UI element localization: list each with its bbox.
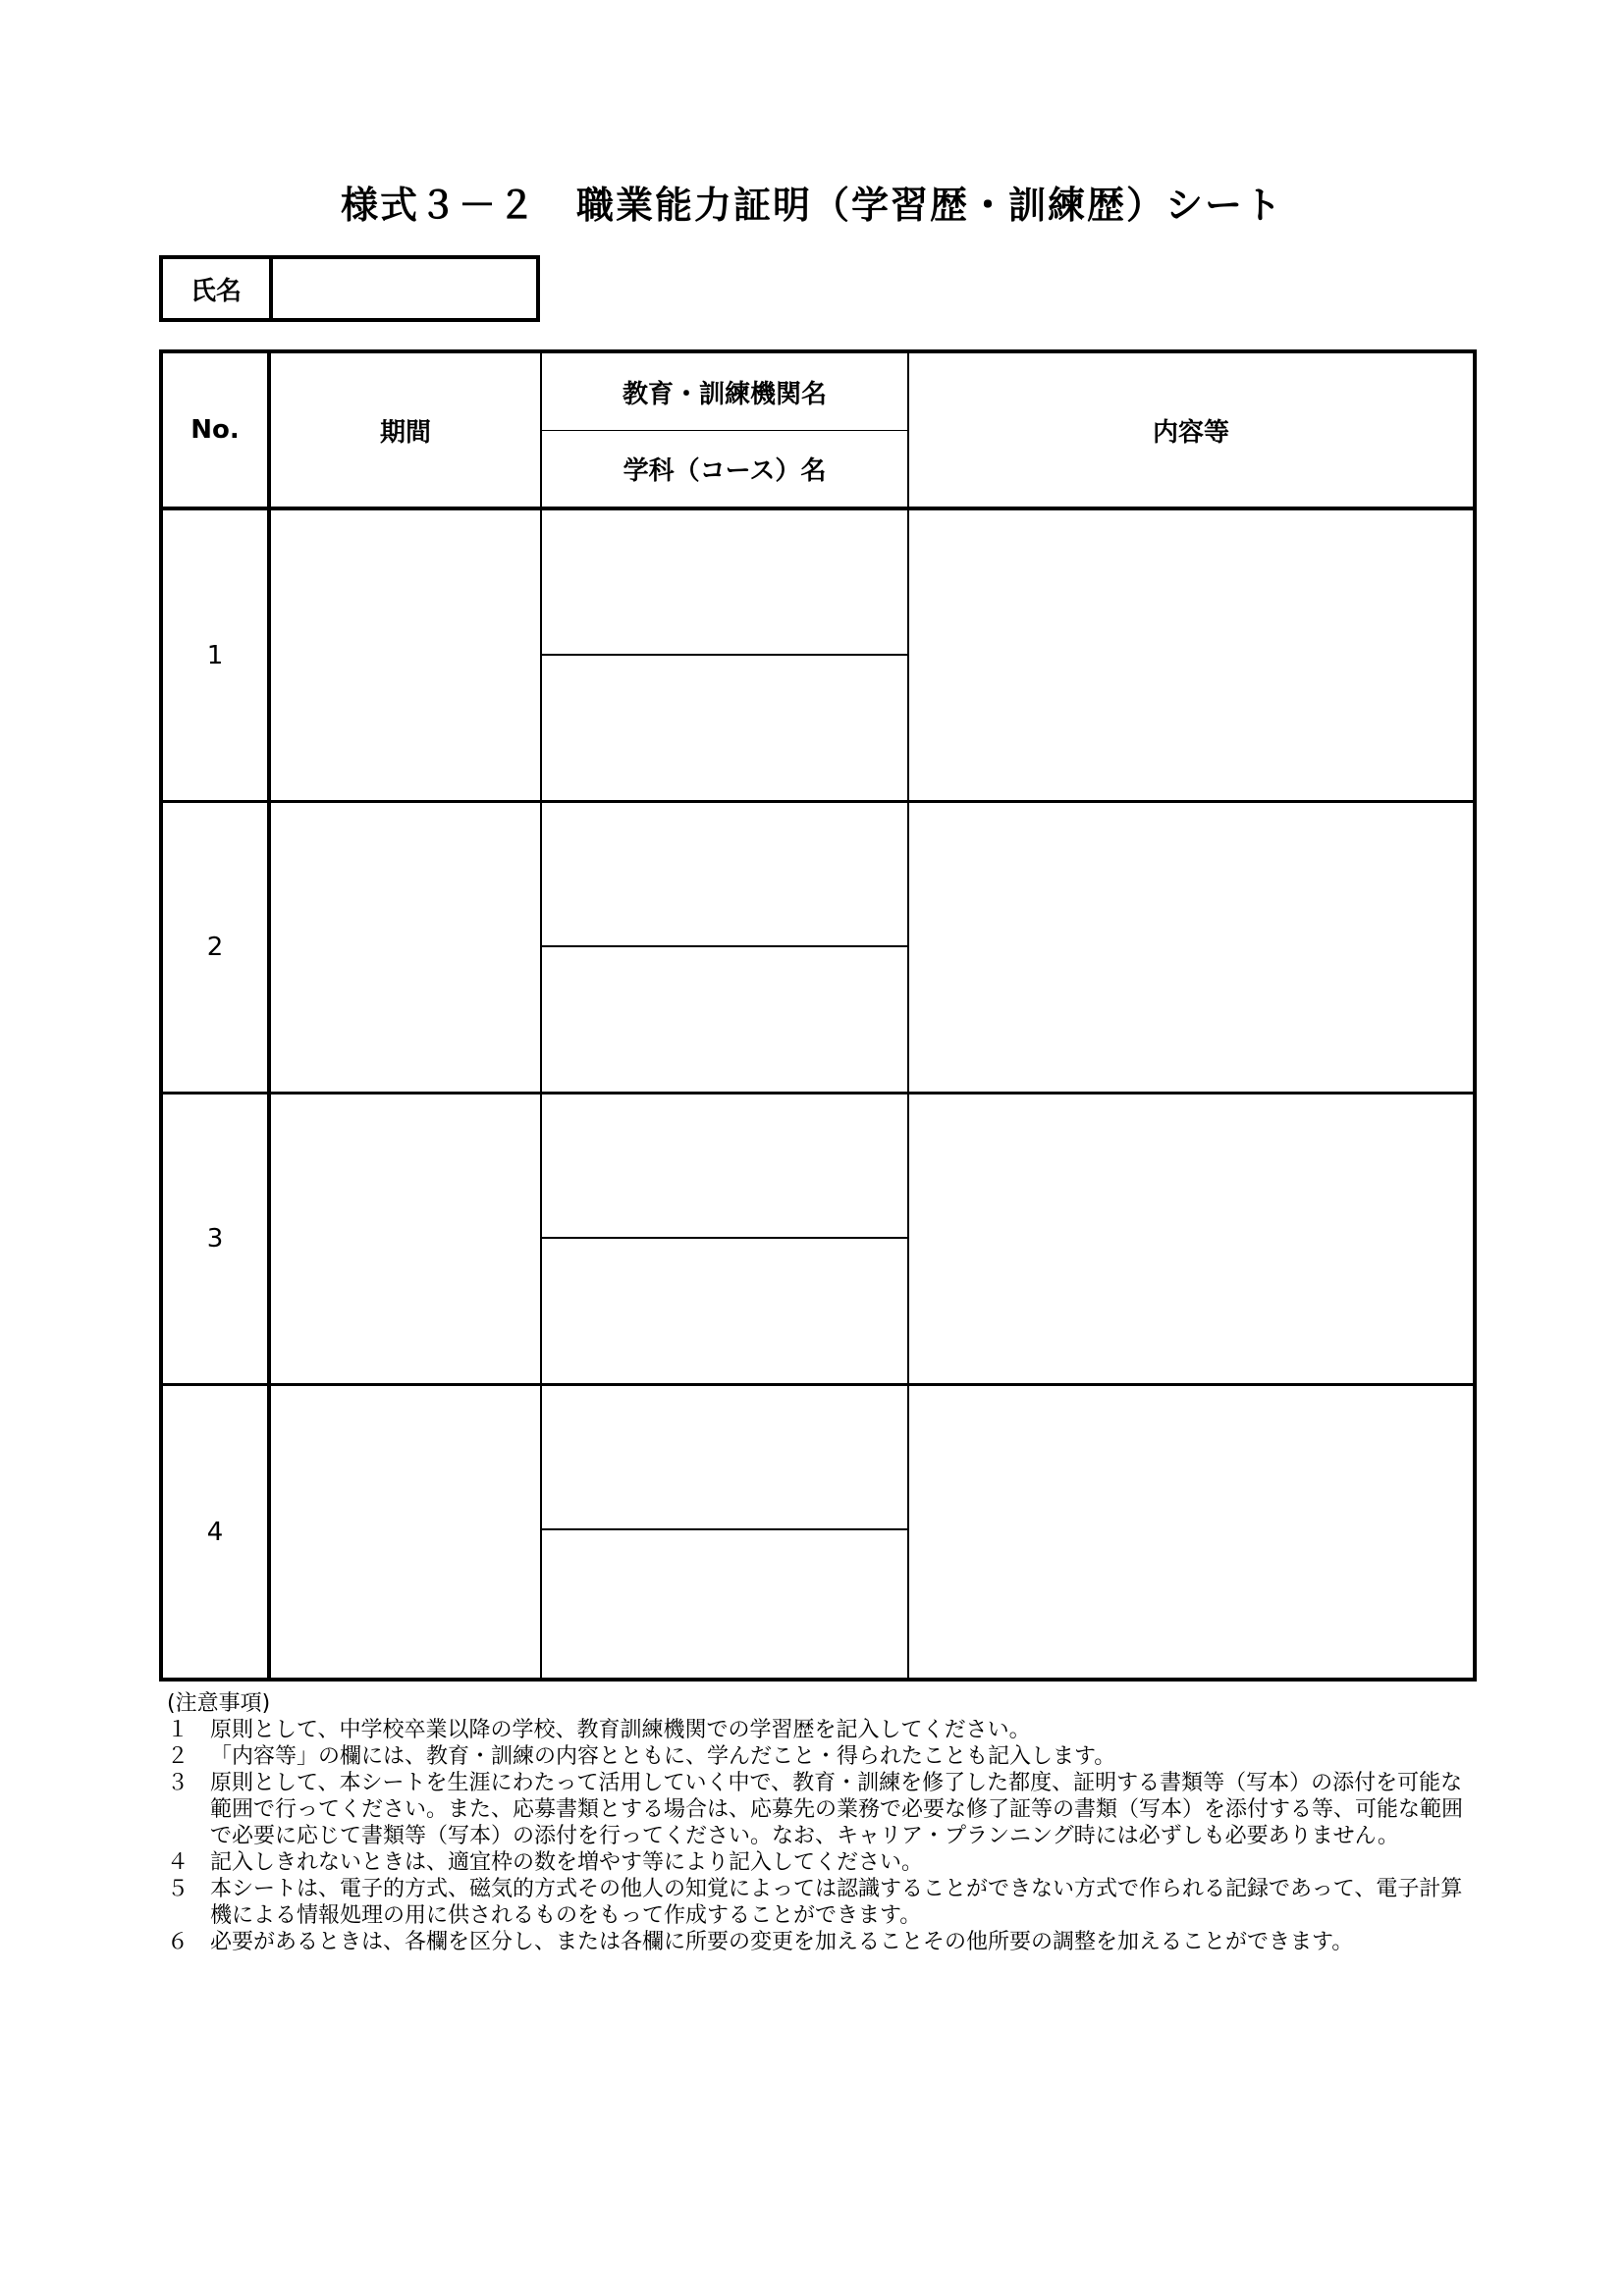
row-number: 3 [206,1224,224,1254]
header-content: 内容等 [1152,417,1229,448]
period-cell[interactable] [271,510,540,800]
institution-cell[interactable] [542,510,907,654]
name-box [159,255,540,322]
course-cell[interactable] [542,656,907,800]
content-cell[interactable] [909,510,1473,800]
name-label: 氏名 [163,259,273,318]
note-number: ３ [167,1771,189,1795]
note-item [167,1849,1463,1876]
period-cell[interactable] [271,1386,540,1678]
notes-section [167,1690,1463,1955]
note-text: 本シートは、電子的方式、磁気的方式その他人の知覚によっては認識することができない方式で作られる記録であって、電子計算機による情報処理の用に供されるものをもって作成することができます。 [210,1877,1463,1928]
history-table [159,349,1477,1682]
note-number: ５ [167,1877,189,1901]
notes-heading: (注意事項) [167,1691,271,1716]
header-course: 学科（コース）名 [623,456,827,486]
note-item [167,1770,1463,1849]
header-institution: 教育・訓練機関名 [622,379,827,409]
note-number: ４ [167,1850,189,1875]
content-cell[interactable] [909,803,1473,1092]
period-cell[interactable] [271,1095,540,1383]
note-item [167,1743,1463,1770]
note-item [167,1717,1463,1743]
note-text: 必要があるときは、各欄を区分し、または各欄に所要の変更を加えることその他所要の調整を加えることができます。 [210,1930,1354,1954]
row-number: 2 [206,933,224,962]
note-item [167,1876,1463,1929]
period-cell[interactable] [271,803,540,1092]
name-field[interactable] [273,259,536,318]
course-cell[interactable] [542,1530,907,1678]
note-text: 原則として、中学校卒業以降の学校、教育訓練機関での学習歴を記入してください。 [210,1718,1031,1742]
note-number: ２ [167,1744,189,1769]
header-period: 期間 [379,417,431,448]
note-number: ６ [167,1930,189,1954]
note-number: １ [167,1718,189,1742]
note-item [167,1929,1463,1955]
row-number: 1 [206,640,224,670]
institution-cell[interactable] [542,803,907,945]
course-cell[interactable] [542,947,907,1092]
page-title: 様式３－２ 職業能力証明（学習歴・訓練歴）シート [340,184,1283,227]
note-text: 「内容等」の欄には、教育・訓練の内容とともに、学んだこと・得られたことも記入します。 [210,1744,1116,1769]
header-no: No. [190,415,240,445]
row-number: 4 [206,1517,224,1547]
note-text: 記入しきれないときは、適宜枠の数を増やす等により記入してください。 [210,1850,924,1875]
content-cell[interactable] [909,1095,1473,1383]
institution-cell[interactable] [542,1386,907,1528]
note-text: 原則として、本シートを生涯にわたって活用していく中で、教育・訓練を修了した都度、証明する書類等（写本）の添付を可能な範囲で行ってください。また、応募書類とする場合は、応募先の業務で必要な修了証等の書類（写本）を添付する等、可能な範囲で必要に応じて書類等（写本）の添付を行ってください。なお、キャリア・プランニング時には必ずしも必要ありません。 [210,1771,1464,1848]
institution-cell[interactable] [542,1095,907,1237]
course-cell[interactable] [542,1239,907,1383]
content-cell[interactable] [909,1386,1473,1678]
